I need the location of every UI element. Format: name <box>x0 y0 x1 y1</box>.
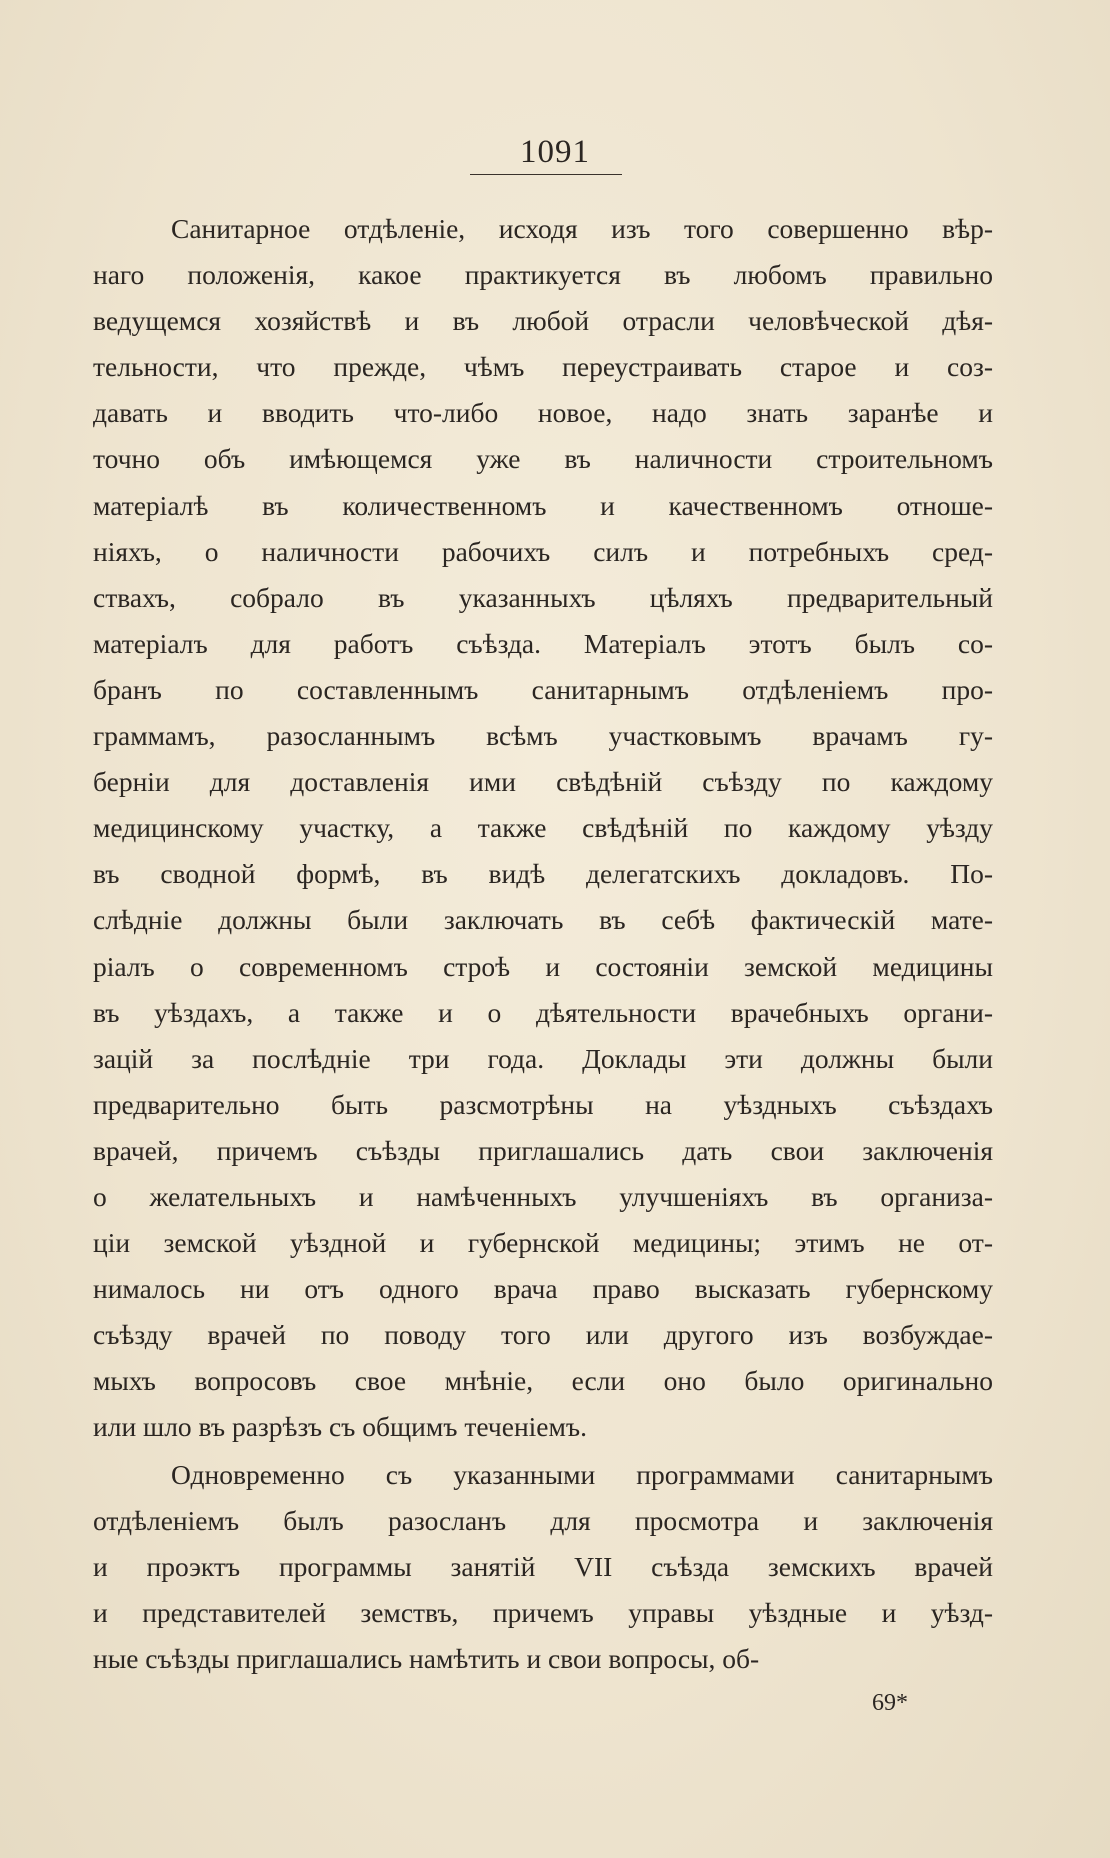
text-line: зацій за послѣдніе три года. Доклады эти должны были <box>93 1042 993 1074</box>
page-number-underline <box>470 174 622 175</box>
text-line: ріалъ о современномъ строѣ и состояніи земской медицины <box>93 950 993 982</box>
text-line: медицинскому участку, а также свѣдѣній по каждому уѣзду <box>93 812 993 844</box>
text-line: слѣдніе должны были заключать въ себѣ фактическій мате- <box>93 904 993 936</box>
paragraph-1 <box>93 206 993 1451</box>
text-line: о желательныхъ и намѣченныхъ улучшеніяхъ въ организа- <box>93 1180 993 1212</box>
text-line: берніи для доставленія ими свѣдѣній съѣзду по каждому <box>93 766 993 798</box>
text-line: бранъ по составленнымъ санитарнымъ отдѣленіемъ про- <box>93 673 993 705</box>
text-line: отдѣленіемъ былъ разосланъ для просмотра и заключенія <box>93 1505 993 1537</box>
printer-signature-mark: 69* <box>872 1690 908 1716</box>
text-line: въ сводной формѣ, въ видѣ делегатскихъ докладовъ. По- <box>93 858 993 890</box>
text-line: матеріалѣ въ количественномъ и качественномъ отноше- <box>93 489 993 521</box>
text-line: мыхъ вопросовъ свое мнѣніе, если оно было оригинально <box>93 1365 993 1397</box>
text-line: Одновременно съ указанными программами санитарнымъ <box>171 1459 993 1490</box>
text-line: или шло въ разрѣзъ съ общимъ теченіемъ. <box>93 1411 588 1443</box>
text-line: ные съѣзды приглашались намѣтить и свои вопросы, об- <box>93 1643 760 1675</box>
text-line: давать и вводить что-либо новое, надо знать заранѣе и <box>93 397 993 429</box>
text-line: нималось ни отъ одного врача право высказать губернскому <box>93 1273 993 1305</box>
text-line: врачей, причемъ съѣзды приглашались дать свои заключенія <box>93 1134 993 1166</box>
text-line: ведущемся хозяйствѣ и въ любой отрасли человѣческой дѣя- <box>93 305 993 337</box>
text-line: и проэктъ программы занятій VII съѣзда земскихъ врачей <box>93 1551 993 1583</box>
text-line: въ уѣздахъ, а также и о дѣятельности врачебныхъ органи- <box>93 996 993 1028</box>
text-line: Санитарное отдѣленіе, исходя изъ того совершенно вѣр- <box>171 213 993 244</box>
text-line: тельности, что прежде, чѣмъ переустраивать старое и соз- <box>93 351 993 383</box>
text-line: съѣзду врачей по поводу того или другого изъ возбуждае- <box>93 1319 993 1351</box>
text-line: ствахъ, собрало въ указанныхъ цѣляхъ предварительный <box>93 581 993 613</box>
text-line: и представителей земствъ, причемъ управы уѣздные и уѣзд- <box>93 1597 993 1629</box>
text-line: матеріалъ для работъ съѣзда. Матеріалъ этотъ былъ со- <box>93 627 993 659</box>
text-line: наго положенія, какое практикуется въ любомъ правильно <box>93 259 993 291</box>
text-line: предварительно быть разсмотрѣны на уѣздныхъ съѣздахъ <box>93 1088 993 1120</box>
page-number: 1091 <box>520 134 590 170</box>
text-line: ціи земской уѣздной и губернской медицины; этимъ не от- <box>93 1227 993 1259</box>
text-line: ніяхъ, о наличности рабочихъ силъ и потребныхъ сред- <box>93 535 993 567</box>
paragraph-2 <box>93 1452 993 1682</box>
text-line: граммамъ, разосланнымъ всѣмъ участковымъ врачамъ гу- <box>93 720 993 752</box>
text-line: точно объ имѣющемся уже въ наличности строительномъ <box>93 443 993 475</box>
